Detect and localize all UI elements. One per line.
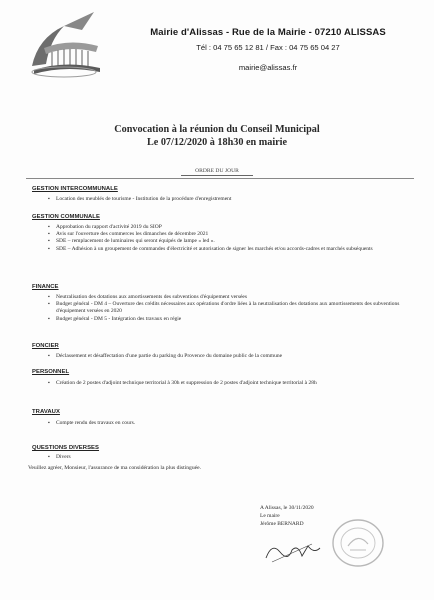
section-items-travaux [50,420,422,427]
agenda-heading: ORDRE DU JOUR [195,168,239,174]
section-items-finance [50,294,422,323]
section-title-travaux: TRAVAUX [32,409,60,415]
alissas-logo [24,8,106,80]
section-title-communale: GESTION COMMUNALE [32,214,100,220]
agenda-item: ▪ Budget général - DM 5 - Intégration des travaux en régie [50,316,422,323]
closing-sentence: Veuillez agréer, Monsieur, l'assurance de ma considération la plus distinguée. [28,465,201,471]
section-title-finance: FINANCE [32,284,59,290]
section-items-intercommunale [50,196,422,203]
section-title-questions-diverses: QUESTIONS DIVERSES [32,445,100,451]
mairie-address-line: Mairie d'Alissas - Rue de la Mairie - 07210 ALISSAS [150,27,386,38]
agenda-item: ▪ Location des meublés de tourisme - Institution de la procédure d'enregistrement [50,196,422,203]
section-items-questions-diverses [50,454,422,461]
document-title: Convocation à la réunion du Conseil Municipal [114,124,320,135]
handwritten-signature [262,538,324,566]
agenda-item: ▪ Déclassement et désaffectation d'une partie du parking du Provence du domaine public de la commune [50,353,422,360]
section-items-foncier [50,353,422,360]
agenda-item: ▪ Budget général - DM 4 – Ouverture des crédits nécessaires aux opérations d'ordre liées à la neutralisation des dotations aux amortissements des subventions d'équipement versées en 2020 [50,301,422,315]
meeting-date-line: Le 07/12/2020 à 18h30 en mairie [146,137,288,148]
section-items-personnel [50,380,422,387]
section-items-communale [50,224,422,253]
signatory-role: Le maire [260,513,280,519]
agenda-item: ▪ Avis sur l'ouverture des commerces les dimanches de décembre 2021 [50,231,422,238]
agenda-item: ▪ Approbation du rapport d'activité 2019 du SIOP [50,224,422,231]
agenda-item: ▪ Création de 2 postes d'adjoint technique territorial à 30h et suppression de 2 postes d'adjoint technique territorial à 28h [50,380,422,387]
phone-fax-line: Tél : 04 75 65 12 81 / Fax : 04 75 65 04 27 [196,43,340,52]
place-date: A Alissas, le 30/11/2020 [260,505,314,511]
agenda-item: ▪ SDE – remplacement de luminaires qui seront équipés de lampe « led ». [50,238,422,245]
section-title-intercommunale: GESTION INTERCOMMUNALE [32,186,118,192]
email-line: mairie@alissas.fr [238,63,298,72]
mairie-stamp [330,516,386,570]
agenda-item: ▪ SDE – Adhésion à un groupement de commandes d'électricité et autorisation de signer les marchés et/ou accords-cadres et marchés subséquents [50,246,422,253]
section-title-foncier: FONCIER [32,343,59,349]
agenda-item: ▪ Neutralisation des dotations aux amortissements des subventions d'équipement versées [50,294,422,301]
agenda-item: ▪ Compte rendu des travaux en cours. [50,420,422,427]
agenda-divider [26,178,414,179]
section-title-personnel: PERSONNEL [32,369,70,375]
signatory-name: Jérôme BERNARD [260,521,304,527]
agenda-item: ▪ Divers [50,454,422,461]
agenda-heading-underline [181,175,253,176]
